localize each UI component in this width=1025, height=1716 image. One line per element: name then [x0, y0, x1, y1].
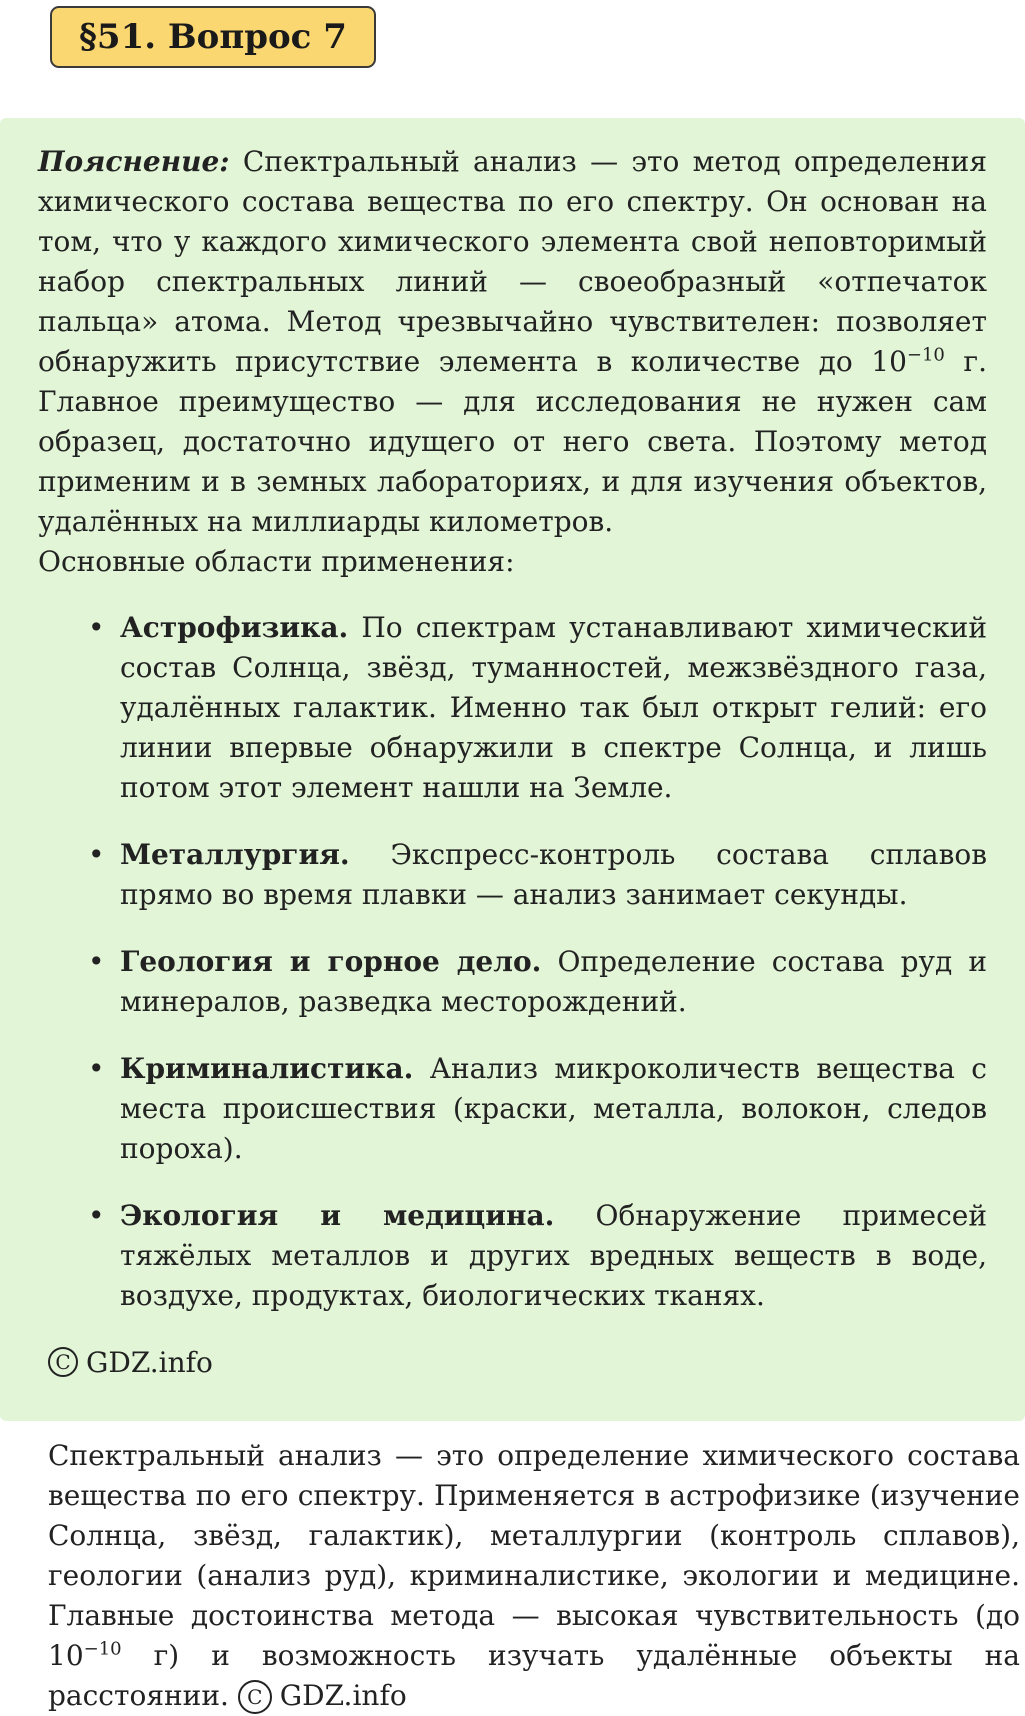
summary-paragraph — [48, 1436, 1020, 1716]
item-text: Определение состава руд и минералов, разведка месторождений. — [120, 945, 988, 1018]
explanation-panel — [0, 118, 1025, 1421]
list-item — [38, 942, 987, 1022]
section-title: §51. Вопрос 7 — [79, 17, 347, 57]
summary-text-part2: г) и возможность изучать удалённые объекты на расстоянии. — [48, 1639, 1020, 1712]
list-item — [38, 608, 987, 808]
list-item — [38, 1196, 987, 1316]
item-title: Экология и медицина. — [120, 1199, 555, 1232]
applications-list — [38, 608, 987, 1316]
bullet-icon: • — [88, 611, 105, 644]
explanation-text-part1: Спектральный анализ — это метод определения химического состава вещества по его спектру. Он основан на том, что у каждого химического элемента свой неповторимый набор спектральных линий — своеобразный «отпечаток пальца» атома. Метод чрезвычайно чувствителен: позволяет обнаружить присутствие элемента в количестве до 10 — [38, 145, 987, 378]
explanation-text-part2: г. Главное преимущество — для исследования не нужен сам образец, достаточно идущего от него света. Поэтому метод применим и в земных лабораториях, и для изучения объектов, удалённых на миллиарды километров. — [38, 345, 987, 538]
item-text: Анализ микроколичеств вещества с места происшествия (краски, металла, волокон, следов пороха). — [120, 1052, 987, 1165]
explanation-paragraph — [38, 142, 987, 542]
item-title: Астрофизика. — [120, 611, 349, 644]
bullet-icon: • — [88, 1199, 105, 1232]
copyright-icon: C — [238, 1680, 272, 1714]
copyright-text: GDZ.info — [86, 1346, 213, 1379]
item-text: Экспресс-контроль состава сплавов прямо во время плавки — анализ занимает секунды. — [120, 838, 987, 911]
section-title-badge — [50, 6, 376, 68]
summary-exponent: −10 — [83, 1638, 122, 1660]
bullet-icon: • — [88, 945, 105, 978]
item-title: Геология и горное дело. — [120, 945, 542, 978]
list-item — [38, 835, 987, 915]
applications-intro: Основные области применения: — [38, 545, 515, 578]
item-text: По спектрам устанавливают химический состав Солнца, звёзд, туманностей, межзвёздного газа, удалённых галактик. Именно так был открыт гелий: его линии впервые обнаружили в спектре Солнца, и лишь потом этот элемент нашли на Земле. — [120, 611, 987, 804]
item-title: Криминалистика. — [120, 1052, 414, 1085]
item-text: Обнаружение примесей тяжёлых металлов и других вредных веществ в воде, воздухе, продуктах, биологических тканях. — [120, 1199, 987, 1312]
summary-text-part1: Спектральный анализ — это определение химического состава вещества по его спектру. Применяется в астрофизике (изучение Солнца, звёзд, галактик), металлургии (контроль сплавов), геологии (анализ руд), криминалистике, экологии и медицине. Главные достоинства метода — высокая чувствительность (до 10 — [48, 1439, 1020, 1672]
explanation-label: Пояснение: — [38, 145, 230, 178]
explanation-copyright — [38, 1343, 987, 1383]
explanation-exponent: −10 — [906, 344, 945, 366]
list-item — [38, 1049, 987, 1169]
summary-copyright-text: GDZ.info — [279, 1679, 407, 1712]
bullet-icon: • — [88, 838, 105, 871]
item-title: Металлургия. — [120, 838, 350, 871]
copyright-icon: C — [48, 1347, 78, 1377]
bullet-icon: • — [88, 1052, 105, 1085]
